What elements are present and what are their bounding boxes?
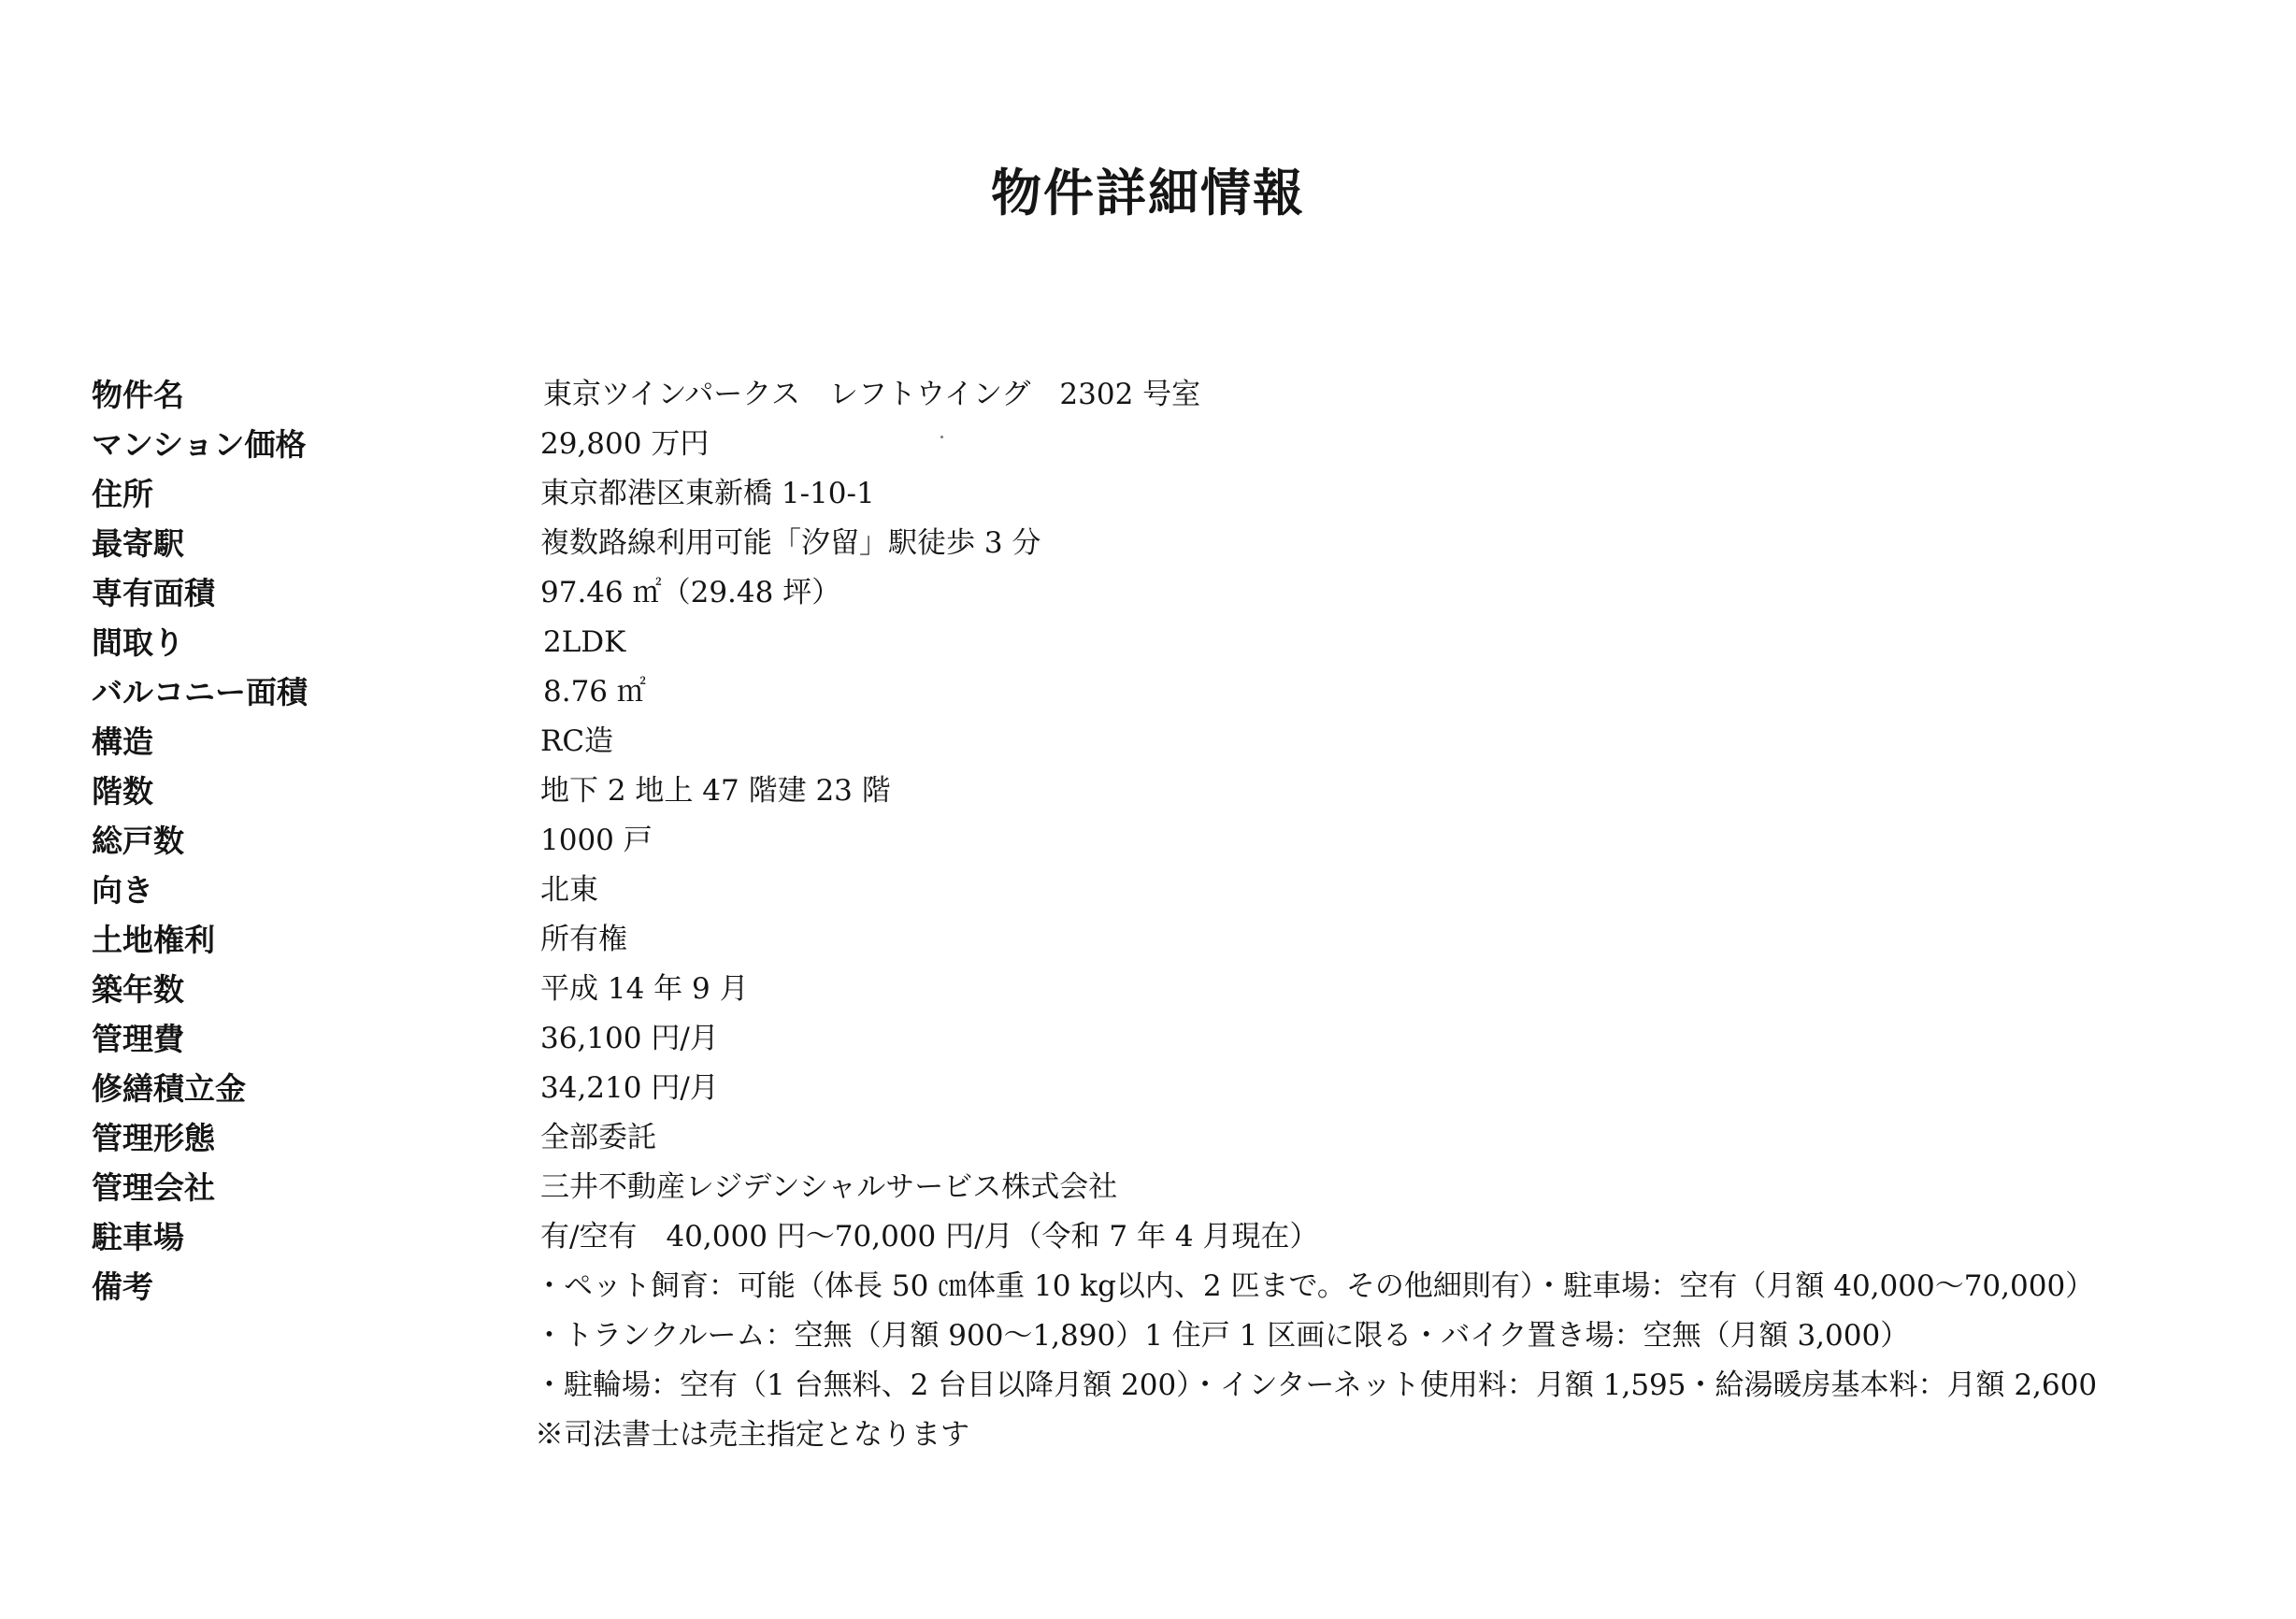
field-label: 土地権利 [92, 922, 215, 958]
field-label: 物件名 [92, 377, 184, 413]
remarks-row [0, 1411, 2296, 1460]
field-value: 北東 [540, 873, 598, 907]
field-row-structure [0, 717, 2296, 767]
field-label: 駐車場 [92, 1219, 184, 1255]
field-label: 階数 [92, 773, 153, 810]
field-row-orientation [0, 866, 2296, 915]
field-label: 管理形態 [92, 1120, 215, 1156]
field-label: 構造 [92, 724, 153, 760]
remarks-note: ※司法書士は売主指定となります [535, 1418, 969, 1452]
field-value: 1000 戸 [540, 824, 653, 857]
field-value: 2LDK [543, 625, 626, 659]
remarks-label: 備考 [92, 1268, 153, 1305]
field-value: 29,800 万円 [540, 427, 710, 461]
remarks-row [0, 1361, 2296, 1411]
field-row-land-rights [0, 915, 2296, 965]
field-label: バルコニー面積 [92, 674, 308, 710]
field-value: 東京都港区東新橋 1-10-1 [540, 477, 875, 510]
field-row-floors [0, 767, 2296, 816]
field-value: 所有権 [540, 923, 627, 956]
field-label: 最寄駅 [92, 525, 184, 562]
field-value: 36,100 円/月 [540, 1022, 719, 1055]
remarks-line: ・駐輪場：空有（1 台無料、2 台目以降月額 200）・インターネット使用料：月額 1,595・給湯暖房基本料：月額 2,600 [535, 1368, 2098, 1402]
remarks-line: ・トランクルーム：空無（月額 900～1,890）1 住戸 1 区画に限る・バイク置き場：空無（月額 3,000） [535, 1319, 1910, 1353]
field-value: 全部委託 [540, 1121, 656, 1154]
field-row-parking [0, 1212, 2296, 1262]
field-value: 有/空有 40,000 円～70,000 円/月（令和 7 年 4 月現在） [540, 1220, 1319, 1254]
field-row-nearest-station [0, 519, 2296, 568]
field-row-address [0, 469, 2296, 519]
field-value: 97.46 ㎡（29.48 坪） [540, 576, 841, 609]
field-label: 住所 [92, 476, 153, 512]
remarks-row [0, 1311, 2296, 1361]
field-value: 地下 2 地上 47 階建 23 階 [540, 774, 891, 808]
field-value: 8.76 ㎡ [543, 675, 646, 709]
field-row-remarks [0, 1262, 2296, 1311]
field-row-management-type [0, 1113, 2296, 1163]
field-label: 修繕積立金 [92, 1070, 246, 1107]
field-row-layout [0, 618, 2296, 667]
field-label: 築年数 [92, 971, 184, 1008]
field-label: 管理費 [92, 1021, 184, 1057]
field-label: 専有面積 [92, 575, 215, 611]
field-label: 向き [92, 872, 153, 909]
field-row-built-year [0, 965, 2296, 1014]
field-row-floor-area [0, 568, 2296, 618]
field-row-total-units [0, 816, 2296, 866]
remarks-line: ・ペット飼育：可能（体長 50 ㎝体重 10 kg以内、2 匹まで。その他細則有）・駐車場：空有（月額 40,000～70,000） [535, 1269, 2095, 1303]
field-row-management-fee [0, 1014, 2296, 1064]
field-row-property-name [0, 370, 2296, 420]
field-value: 東京ツインパークス レフトウイング 2302 号室 [543, 378, 1201, 411]
field-row-price [0, 420, 2296, 469]
field-label: 管理会社 [92, 1169, 215, 1206]
page-title: 物件詳細情報 [991, 164, 1305, 222]
field-value: 平成 14 年 9 月 [540, 972, 749, 1006]
field-label: 間取り [92, 624, 184, 661]
field-row-repair-reserve [0, 1064, 2296, 1113]
field-value: 三井不動産レジデンシャルサービス株式会社 [540, 1170, 1118, 1204]
field-row-management-company [0, 1163, 2296, 1212]
field-label: マンション価格 [92, 426, 307, 463]
field-row-balcony-area [0, 667, 2296, 717]
field-value: RC造 [540, 724, 614, 758]
property-details [0, 370, 2296, 1460]
field-label: 総戸数 [92, 823, 184, 859]
field-value: 34,210 円/月 [540, 1071, 719, 1105]
field-value: 複数路線利用可能「汐留」駅徒歩 3 分 [540, 526, 1041, 560]
